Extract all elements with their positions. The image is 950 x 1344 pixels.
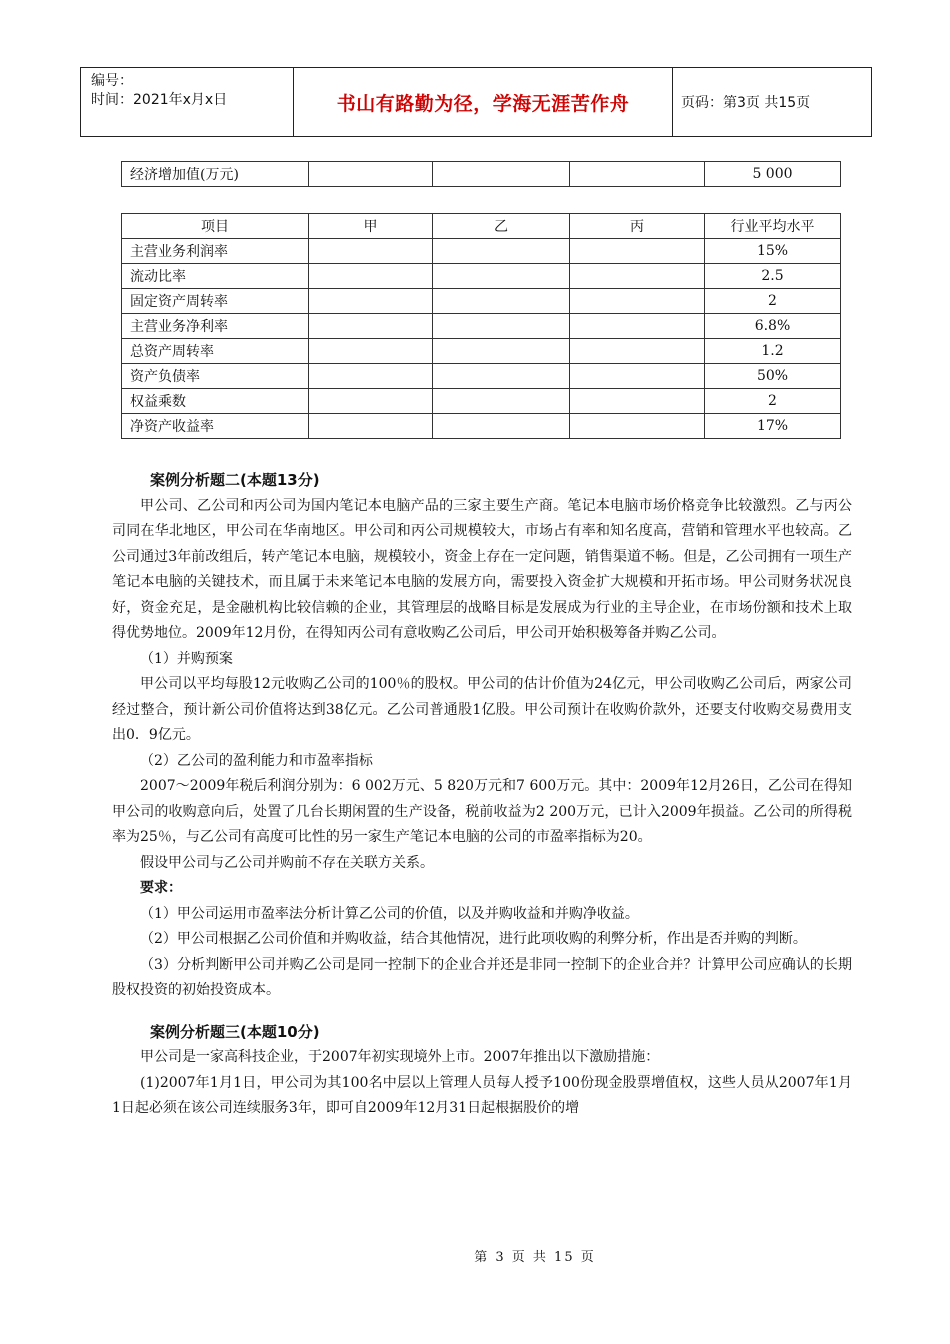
empty-cell <box>433 414 570 439</box>
case3-intro: 甲公司是一家高科技企业，于2007年初实现境外上市。2007年推出以下激励措施： <box>140 1049 660 1065</box>
case2-intro: 甲公司、乙公司和丙公司为国内笔记本电脑产品的三家主要生产商。笔记本电脑市场价格竞争比较激烈。乙与丙公司同在华北地区，甲公司在华南地区。甲公司和丙公司规模较大，市场占有率和知名度高，营销和管理水平也较高。乙公司通过3年前改组后，转产笔记本电脑，规模较小，资金上存在一定问题，销售渠道不畅。但是，乙公司拥有一项生产笔记本电脑的关键技术，而且属于未来笔记本电脑的发展方向，需要投入资金扩大规模和开拓市场。甲公司财务状况良好，资金充足，是金融机构比较信赖的企业，其管理层的战略目标是发展成为行业的主导企业，在市场份额和技术上取得优势地位。2009年12月份，在得知丙公司有意收购乙公司后，甲公司开始积极筹备并购乙公司。 <box>112 497 852 641</box>
row-label: 主营业务利润率 <box>122 239 309 264</box>
ratio-table <box>121 213 841 439</box>
section-gap <box>112 1004 852 1020</box>
empty-cell <box>309 389 433 414</box>
document-date-label: 时间：2021年x月x日 <box>91 92 228 108</box>
case2-assumption: 假设甲公司与乙公司并购前不存在关联方关系。 <box>140 854 434 871</box>
empty-cell <box>309 239 433 264</box>
industry-average-cell: 2 <box>705 289 841 314</box>
eva-label-cell: 经济增加值(万元) <box>122 162 309 187</box>
row-label: 资产负债率 <box>122 364 309 389</box>
table-row <box>122 339 841 364</box>
industry-average-cell: 1.2 <box>705 339 841 364</box>
row-label: 主营业务净利率 <box>122 314 309 339</box>
case2-requirement-1: （1）甲公司运用市盈率法分析计算乙公司的价值，以及并购收益和并购净收益。 <box>140 905 639 922</box>
empty-cell <box>433 364 570 389</box>
case2-section2-title: （2）乙公司的盈利能力和市盈率指标 <box>140 752 373 769</box>
empty-cell <box>309 264 433 289</box>
page-footer: 第 3 页 共 15 页 <box>474 1250 596 1265</box>
table-row <box>122 314 841 339</box>
row-label: 固定资产周转率 <box>122 289 309 314</box>
empty-cell <box>570 314 705 339</box>
eva-cell-c <box>570 162 705 187</box>
empty-cell <box>570 364 705 389</box>
column-header-jia: 甲 <box>309 214 433 239</box>
industry-average-cell: 17% <box>705 414 841 439</box>
industry-average-cell: 6.8% <box>705 314 841 339</box>
empty-cell <box>433 339 570 364</box>
page-header <box>80 67 872 137</box>
case2-section1-text: 甲公司以平均每股12元收购乙公司的100％的股权。甲公司的估计价值为24亿元，甲公司收购乙公司后，两家公司经过整合，预计新公司价值将达到38亿元。乙公司普通股1亿股。甲公司预计在收购价款外，还要支付收购交易费用支出0．9亿元。 <box>112 676 852 743</box>
empty-cell <box>433 264 570 289</box>
empty-cell <box>570 339 705 364</box>
header-left-cell <box>81 68 294 136</box>
header-motto: 书山有路勤为径，学海无涯苦作舟 <box>294 68 673 136</box>
column-header-item: 项目 <box>122 214 309 239</box>
empty-cell <box>433 239 570 264</box>
table-row <box>122 162 841 187</box>
column-header-bing: 丙 <box>570 214 705 239</box>
empty-cell <box>433 314 570 339</box>
table-row <box>122 239 841 264</box>
industry-average-cell: 2.5 <box>705 264 841 289</box>
table-row <box>122 364 841 389</box>
case3-title: 案例分析题三(本题10分) <box>150 1022 320 1041</box>
table-row <box>122 264 841 289</box>
empty-cell <box>309 339 433 364</box>
header-page-label: 页码：第3页 共15页 <box>681 95 811 111</box>
empty-cell <box>309 414 433 439</box>
row-label: 净资产收益率 <box>122 414 309 439</box>
case2-requirements-title: 要求： <box>140 880 182 896</box>
case2-section2-text: 2007～2009年税后利润分别为：6 002万元、5 820万元和7 600万元。其中：2009年12月26日，乙公司在得知甲公司的收购意向后，处置了几台长期闲置的生产设备，税前收益为2 200万元，已计入2009年损益。乙公司的所得税率为25％，与乙公司有高度可比性的另一家生产笔记本电脑的公司的市盈率指标为20。 <box>112 778 852 845</box>
empty-cell <box>570 414 705 439</box>
column-header-yi: 乙 <box>433 214 570 239</box>
eva-value-cell: 5 000 <box>705 162 841 187</box>
document-number-label: 编号： <box>91 73 133 89</box>
document-body <box>112 468 852 1122</box>
industry-average-cell: 2 <box>705 389 841 414</box>
table-row <box>122 414 841 439</box>
row-label: 总资产周转率 <box>122 339 309 364</box>
economic-value-added-table <box>121 161 841 187</box>
empty-cell <box>570 289 705 314</box>
eva-cell-b <box>433 162 570 187</box>
empty-cell <box>570 389 705 414</box>
table-header-row <box>122 214 841 239</box>
empty-cell <box>309 314 433 339</box>
row-label: 权益乘数 <box>122 389 309 414</box>
empty-cell <box>433 389 570 414</box>
case2-requirement-3: （3）分析判断甲公司并购乙公司是同一控制下的企业合并还是非同一控制下的企业合并？计算甲公司应确认的长期股权投资的初始投资成本。 <box>112 956 852 998</box>
industry-average-cell: 15% <box>705 239 841 264</box>
eva-cell-a <box>309 162 433 187</box>
column-header-industry-average: 行业平均水平 <box>705 214 841 239</box>
industry-average-cell: 50% <box>705 364 841 389</box>
empty-cell <box>433 289 570 314</box>
table-row <box>122 389 841 414</box>
case3-item-1: (1)2007年1月1日，甲公司为其100名中层以上管理人员每人授予100份现金股票增值权，这些人员从2007年1月1日起必须在该公司连续服务3年，即可自2009年12月31日起根据股价的增 <box>112 1074 852 1116</box>
row-label: 流动比率 <box>122 264 309 289</box>
table-row <box>122 289 841 314</box>
empty-cell <box>570 239 705 264</box>
case2-title: 案例分析题二(本题13分) <box>150 471 320 489</box>
empty-cell <box>309 364 433 389</box>
case2-requirement-2: （2）甲公司根据乙公司价值和并购收益，结合其他情况，进行此项收购的利弊分析，作出是否并购的判断。 <box>140 931 807 947</box>
case2-section1-title: （1）并购预案 <box>140 650 233 667</box>
empty-cell <box>309 289 433 314</box>
empty-cell <box>570 264 705 289</box>
